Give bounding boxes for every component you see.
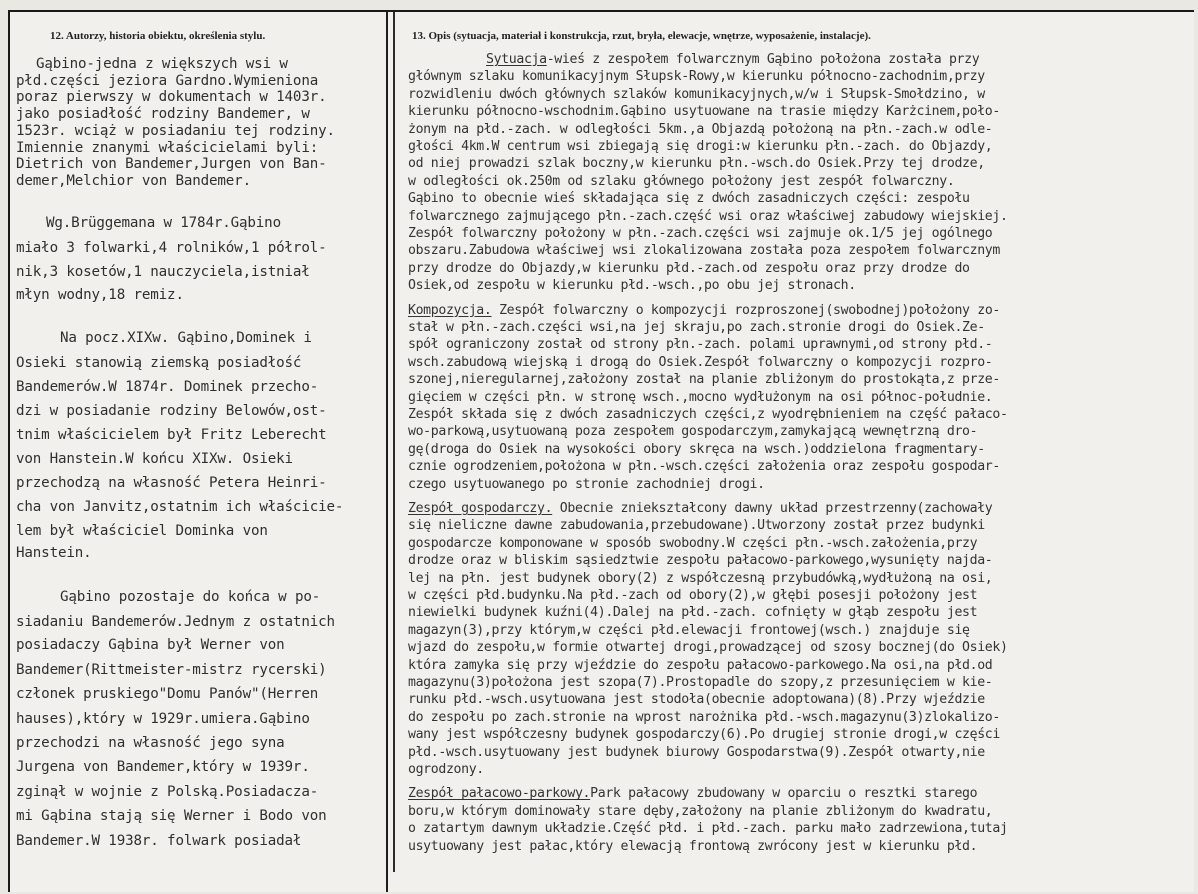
description-line: Gąbino to obecnie wieś składająca się z dwóch zasadniczych części: zespołu xyxy=(408,191,970,207)
history-line: Hanstein. xyxy=(16,545,92,562)
history-line: poraz pierwszy w dokumentach w 1403r. xyxy=(16,89,327,106)
history-line: zginął w wojnie z Polską.Posiadacza- xyxy=(16,784,319,801)
description-line: rozwidleniu dwóch głównych szlaków komunikacyjnych,w/w i Słupsk-Smołdzino, w xyxy=(408,86,985,102)
history-line: posiadaczy Gąbina był Werner von xyxy=(16,637,285,654)
description-line: w odległości ok.250m od szlaku głównego położony jest zespół folwarczny. xyxy=(408,173,955,189)
history-line: tnim właścicielem był Fritz Leberecht xyxy=(16,426,327,443)
description-line: folwarcznego zajmującego płn.-zach.część wsi oraz właściwej zabudowy wiejskiej. xyxy=(408,208,1008,224)
history-line: Imiennie znanymi właścicielami byli: xyxy=(16,139,319,156)
description-line: głównym szlaku komunikacyjnym Słupsk-Rowy,w kierunku północno-zachodnim,przy xyxy=(408,69,985,85)
history-line: Gąbino pozostaje do końca w po- xyxy=(60,588,321,605)
description-line: gę(droga do Osiek na wysokości obory skręca na wsch.)oddzielona fragmentary- xyxy=(408,441,985,457)
history-line: miało 3 folwarki,4 rolników,1 półrol- xyxy=(16,239,327,256)
right-column-header: 13. Opis (sytuacja, materiał i konstrukcja, rzut, bryła, elewacje, wnętrze, wyposażenie, instalacje). xyxy=(412,30,871,42)
description-line: kierunku północno-wschodnim.Gąbino usytuowane na trasie między Karżcinem,poło- xyxy=(408,104,1000,120)
description-line: wjazd do zespołu,w formie otwartej drogi,prowadzącej od szosy bocznej(do Osiek) xyxy=(408,640,1008,656)
history-line: przechodzą na własność Petera Heinri- xyxy=(16,475,327,492)
description-line: runku płd.-wsch.usytuowana jest stodoła(obecnie adoptowana)(8).Przy wjeździe xyxy=(408,692,985,708)
history-column xyxy=(10,56,386,876)
description-line: Zespół gospodarczy. Obecnie zniekształcony dawny układ przestrzenny(zachowały xyxy=(408,501,993,516)
history-line: dzi w posiadanie rodziny Belowów,ost- xyxy=(16,403,327,420)
left-column-header: 12. Autorzy, historia obiektu, określenia stylu. xyxy=(50,30,266,42)
description-line: usytuowany jest pałac,który elewacją frontową zwrócony jest w kierunku płd. xyxy=(408,838,978,854)
description-column xyxy=(402,52,1192,892)
history-line: Bandemer(Rittmeister-mistrz rycerski) xyxy=(16,662,327,679)
history-line: mi Gąbina stają się Werner i Bodo von xyxy=(16,808,327,825)
description-line: wo-parkową,usytuowaną poza zespołem gospodarczym,zamykającą wewnętrzną dro- xyxy=(408,424,978,440)
history-line: przechodzi na własność jego syna xyxy=(16,734,285,751)
description-line: obszaru.Zabudowa właściwej wsi zlokalizowana została poza zespołem folwarcznym xyxy=(408,243,1000,259)
description-line: magazynu(3)położona jest szopa(7).Prostopadle do szopy,z przesunięciem w kie- xyxy=(408,675,993,690)
description-line: Sytuacja-wieś z zespołem folwarcznym Gąbino położona została przy xyxy=(486,52,980,67)
description-line: cznie ogrodzeniem,położona w płn.-wsch.części założenia oraz zespołu gospodar- xyxy=(408,459,1000,475)
history-line: Osieki stanowią ziemską posiadłość xyxy=(16,354,302,371)
description-line: Kompozycja. Zespół folwarczny o kompozycji rozproszonej(swobodnej)położony zo- xyxy=(408,302,1001,318)
description-line: lej na płn. jest budynek obory(2) z współczesną przybudówką,wydłużoną na osi, xyxy=(408,570,993,586)
history-line: siadaniu Bandemerów.Jednym z ostatnich xyxy=(16,613,335,630)
description-line: płd.-wsch.usytuowany jest budynek biurowy Gospodarstwa(9).Zespół otwarty,nie xyxy=(408,744,985,760)
column-divider-secondary xyxy=(393,12,395,872)
description-line: wsch.zabudową wiejską i drogą do Osiek.Zespół folwarczny o kompozycji rozpro- xyxy=(408,354,993,370)
history-line: jako posiadłość rodziny Bandemer, w xyxy=(16,106,310,123)
description-line: o zatartym dawnym układzie.Część płd. i płd.-zach. parku mało zadrzewiona,tutaj xyxy=(408,821,1008,837)
description-line: niewielki budynek kuźni(4).Dalej na płd.-zach. cofnięty w głąb zespołu jest xyxy=(408,605,978,621)
description-line: od niej prowadzi szlak boczny,w kierunku płn.-wsch.do Osiek.Przy tej drodze, xyxy=(408,156,985,172)
history-line: Gąbino-jedna z większych wsi w xyxy=(36,56,288,72)
description-line: Zespół folwarczny położony w płn.-zach.części wsi zajmuje ok.1/5 jej ogólnego xyxy=(408,226,993,241)
history-line: 1523r. wciąż w posiadaniu tej rodziny. xyxy=(16,122,335,139)
history-line: Bandemer.W 1938r. folwark posiadał xyxy=(16,832,302,849)
description-line: wany jest współczesny budynek gospodarczy(6).Po drugiej stronie drogi,w części xyxy=(408,727,1000,743)
history-line: członek pruskiego"Domu Panów"(Herren xyxy=(16,686,319,703)
description-line: Osiek,od zespołu w kierunku płd.-wsch.,po obu jej stronach. xyxy=(408,278,856,294)
description-line: ogrodzony. xyxy=(408,762,484,777)
description-line: się nieliczne dawne zabudowania,przebudowane).Utworzony został przez budynki xyxy=(408,518,985,534)
description-line: w części płd.budynku.Na płd.-zach od obory(2),w głębi posesji położony jest xyxy=(408,588,978,603)
history-line: płd.części jeziora Gardno.Wymieniona xyxy=(16,72,319,89)
description-line: Zespół pałacowo-parkowy.Park pałacowy zbudowany w oparciu o resztki starego xyxy=(408,786,978,802)
history-line: hauses),który w 1929r.umiera.Gąbino xyxy=(16,710,310,727)
description-line: czego usytuowanego po stronie zachodniej drogi. xyxy=(408,476,765,492)
description-line: Zespół składa się z dwóch zasadniczych części,z wyodrębnieniem na część pałaco- xyxy=(408,407,1008,422)
description-line: spół ograniczony został od strony płn.-zach. polami uprawnymi,od strony płd.- xyxy=(408,337,993,353)
history-line: Dietrich von Bandemer,Jurgen von Ban- xyxy=(16,156,327,173)
description-line: która zamyka się przy wjeździe do zespołu pałacowo-parkowego.Na osi,na płd.od xyxy=(408,657,993,673)
description-line: gięciem w części płn. w stronę wsch.,mocno wydłużonym na osi północ-południe. xyxy=(408,389,993,405)
history-line: cha von Janvitz,ostatnim ich właścicie- xyxy=(16,498,344,515)
history-line: nik,3 kosetów,1 nauczyciela,istniał xyxy=(16,263,310,280)
description-line: głości 4km.W centrum wsi zbiegają się drogi:w kierunku płn.-zach. do Objazdy, xyxy=(408,139,993,154)
description-line: drodze oraz w bliskim sąsiedztwie zespołu pałacowo-parkowego,wysunięty najda- xyxy=(408,553,993,569)
history-line: Bandemerów.W 1874r. Dominek przecho- xyxy=(16,379,319,396)
history-line: lem był właściciel Dominka von xyxy=(16,522,268,539)
description-line: stał w płn.-zach.części wsi,na jej skraju,po zach.stronie drogi do Osiek.Ze- xyxy=(408,320,985,335)
history-line: demer,Melchior von Bandemer. xyxy=(16,172,251,189)
history-line: Wg.Brüggemana w 1784r.Gąbino xyxy=(46,214,281,231)
history-line: von Hanstein.W końcu XIXw. Osieki xyxy=(16,450,293,467)
history-line: Jurgena von Bandemer,który w 1939r. xyxy=(16,759,310,776)
column-divider xyxy=(386,12,388,892)
description-line: żonym na płd.-zach. w odległości 5km.,a Objazdą położoną na płn.-zach.w odle- xyxy=(408,121,993,137)
description-line: przy drodze do Objazdy,w kierunku płd.-zach.od zespołu oraz przy drodze do xyxy=(408,260,970,276)
document-sheet xyxy=(8,10,1194,892)
description-line: gospodarcze komponowane w sposób swobodny.W części płn.-wsch.założenia,przy xyxy=(408,535,978,551)
history-line: młyn wodny,18 remiz. xyxy=(16,287,184,304)
history-line: Na pocz.XIXw. Gąbino,Dominek i xyxy=(60,329,312,346)
description-line: magazyn(3),przy którym,w części płd.elewacji frontowej(wsch.) znajduje się xyxy=(408,622,970,638)
description-line: boru,w którym dominowały stare dęby,założony na planie zbliżonym do kwadratu, xyxy=(408,803,993,819)
description-line: do zespołu po zach.stronie na wprost narożnika płd.-wsch.magazynu(3)zlokalizo- xyxy=(408,709,1000,725)
description-line: szonej,nieregularnej,założony został na planie zbliżonym do prostokąta,z prze- xyxy=(408,372,1000,388)
